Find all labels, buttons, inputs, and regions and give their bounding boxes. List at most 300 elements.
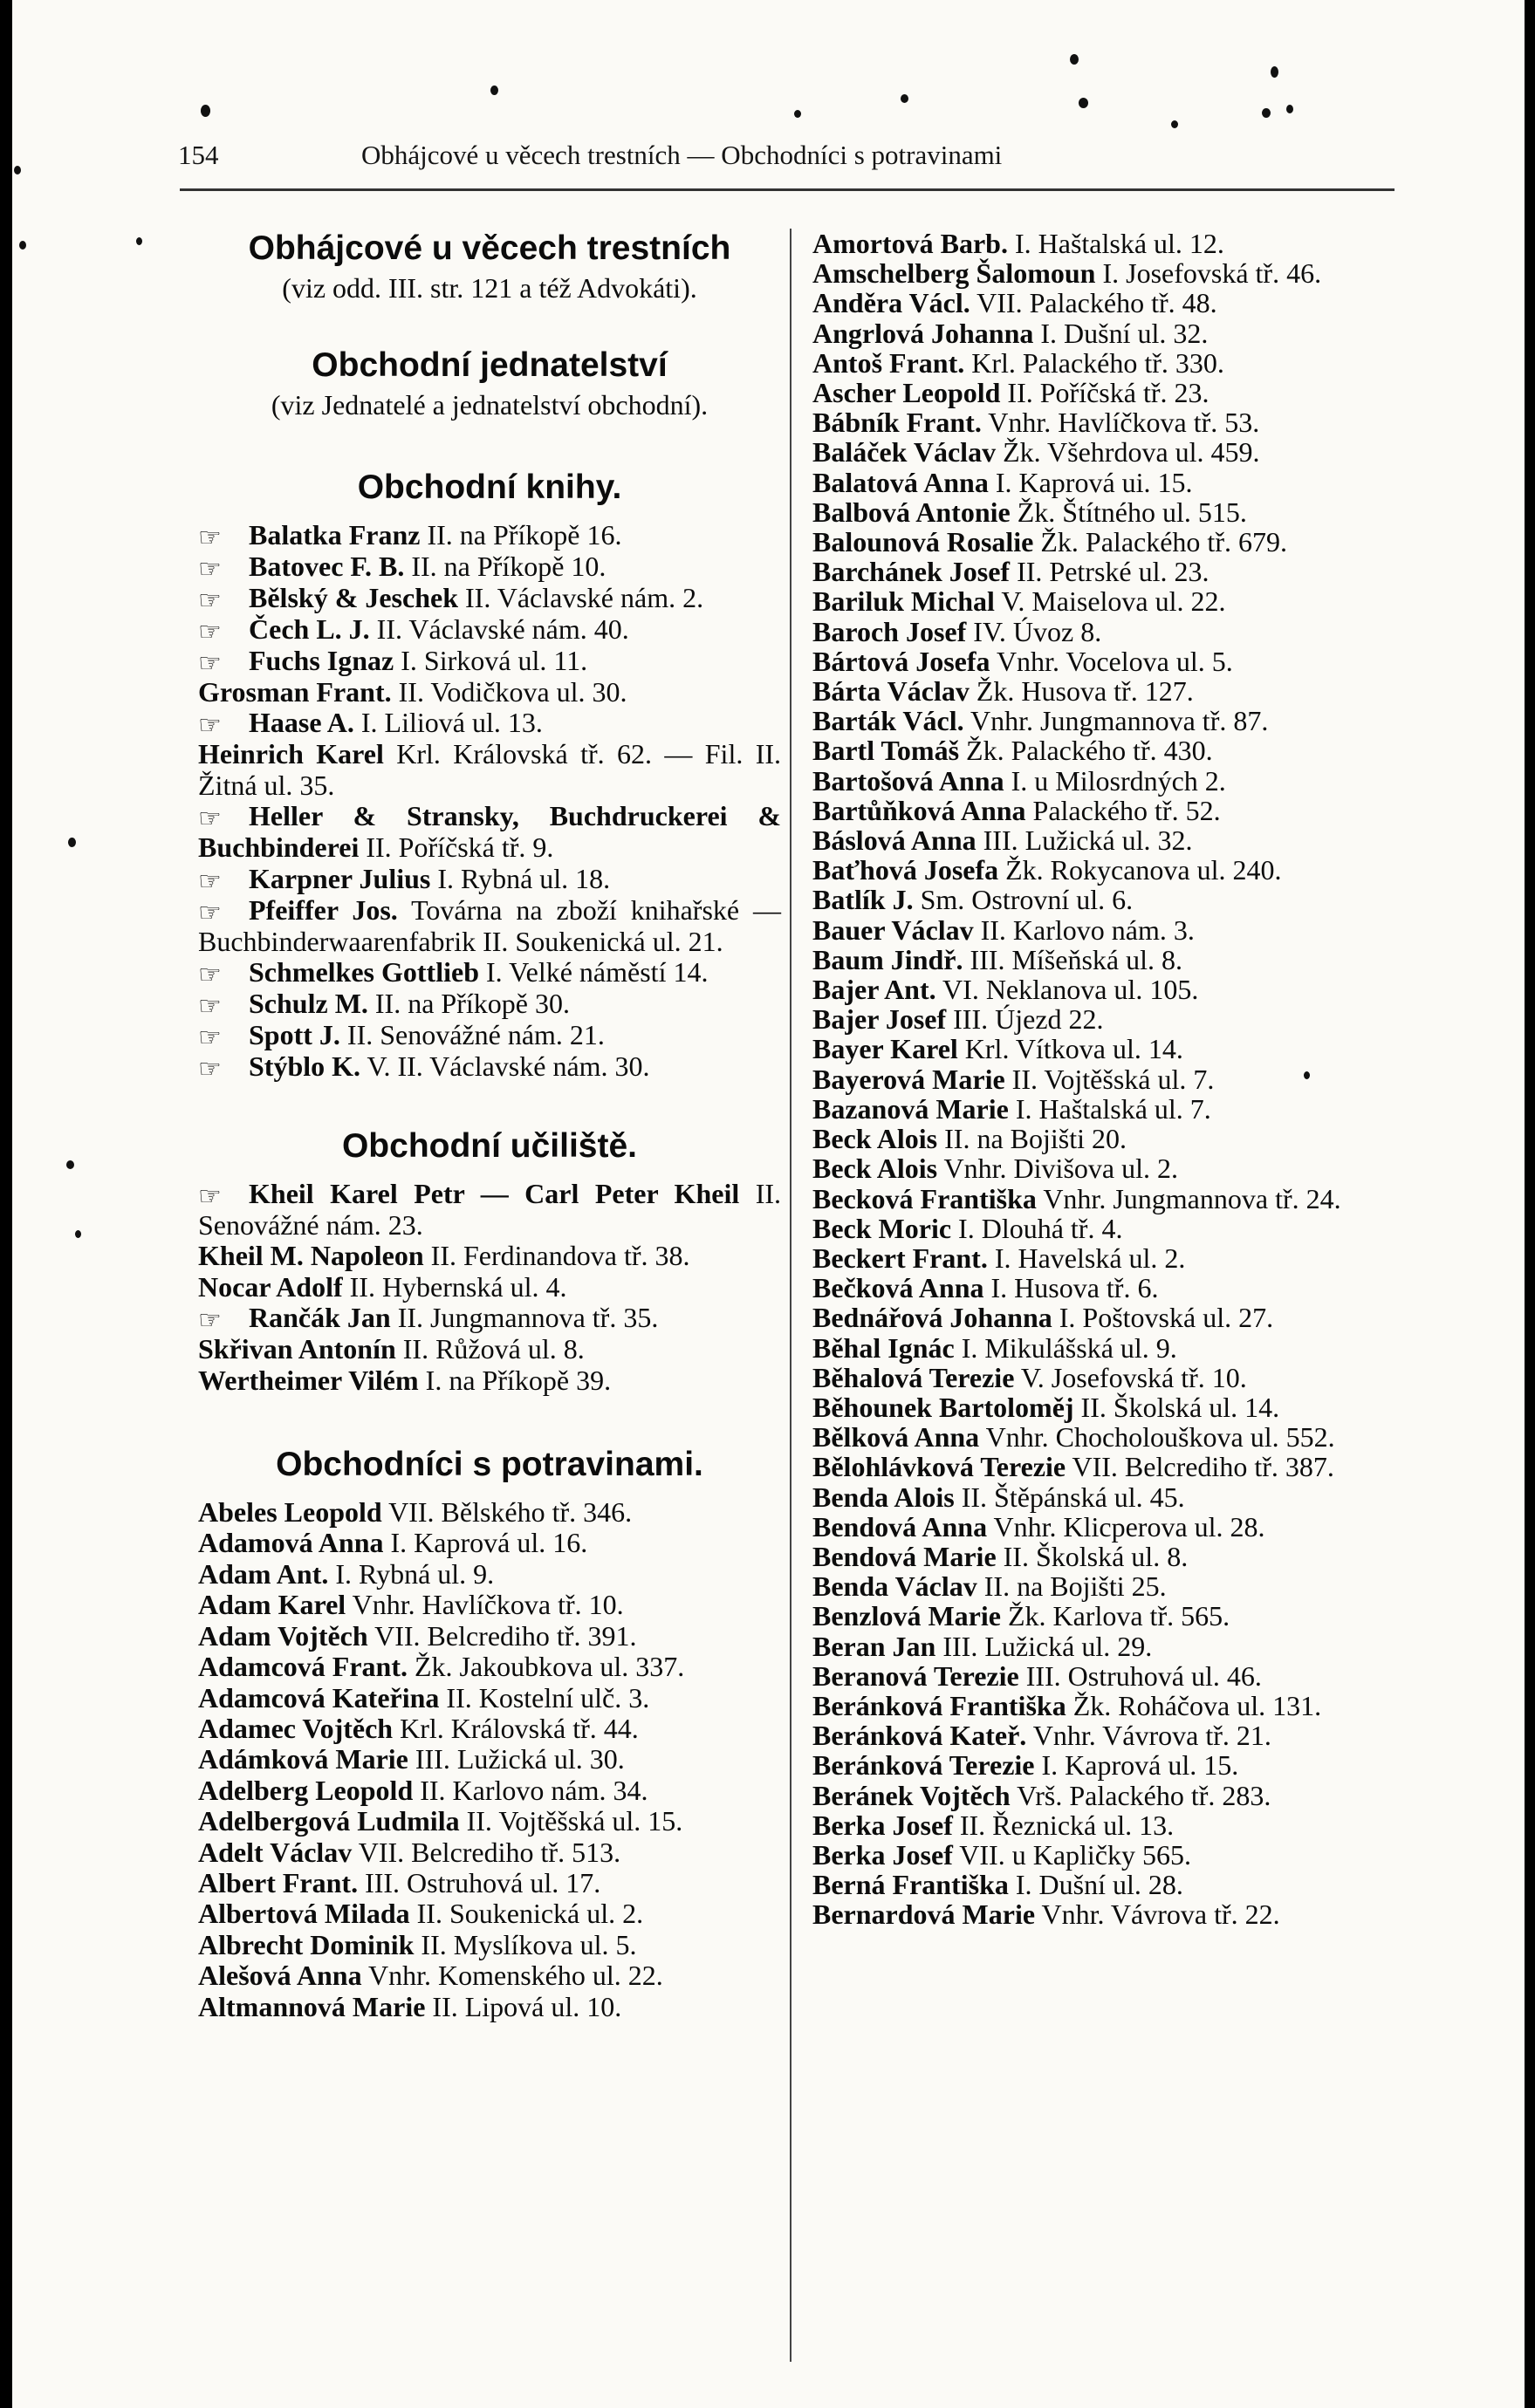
- entry-address: II. Hybernská ul. 4.: [342, 1270, 567, 1303]
- directory-entry: [198, 1744, 781, 1775]
- directory-entry: [812, 527, 1404, 557]
- entry-address: I. Rybná ul. 18.: [430, 862, 611, 894]
- entry-name: Bernardová Marie: [812, 1898, 1036, 1931]
- entry-address: I. Josefovská tř. 46.: [1095, 257, 1322, 290]
- entry-name: Balatová Anna: [812, 466, 989, 498]
- entry-name: Bártová Josefa: [812, 645, 990, 677]
- entry-name: Bartl Tomáš: [812, 735, 960, 767]
- pointing-hand-icon: ☞: [198, 961, 222, 990]
- entry-address: VII. u Kapličky 565.: [952, 1838, 1191, 1871]
- entry-name: Wertheimer Vilém: [198, 1364, 419, 1396]
- entry-name: Haase A.: [249, 707, 354, 739]
- entry-address: I. Sirková ul. 11.: [394, 645, 588, 676]
- entry-address: II. Jungmannova tř. 35.: [390, 1302, 659, 1334]
- entry-address: Žk. Všehrdova ul. 459.: [996, 436, 1260, 469]
- entry-name: Adamcová Kateřina: [198, 1681, 440, 1714]
- entry-name: Pfeiffer Jos.: [249, 893, 398, 926]
- section-note: (viz odd. III. str. 121 a též Advokáti).: [282, 272, 697, 304]
- directory-entry: [198, 1837, 781, 1868]
- entry-address: II. Růžová ul. 8.: [395, 1333, 585, 1365]
- entry-address: Palackého tř. 52.: [1025, 794, 1221, 826]
- directory-entry: [198, 1590, 781, 1620]
- directory-entry: [812, 915, 1404, 945]
- directory-entry: [198, 989, 781, 1020]
- directory-entry: [812, 497, 1404, 527]
- directory-entry: [812, 1840, 1404, 1870]
- pointing-hand-icon: ☞: [198, 555, 222, 584]
- entry-name: Stýblo K.: [249, 1050, 361, 1083]
- entry-name: Čech L. J.: [249, 613, 370, 645]
- left-column: [198, 229, 781, 2022]
- entry-address: II. Ferdinandova tř. 38.: [423, 1240, 690, 1272]
- entry-name: Balatka Franz: [249, 519, 421, 551]
- directory-entry: [198, 1497, 781, 1528]
- directory-entry: [198, 1365, 781, 1396]
- entry-name: Beckert Frant.: [812, 1242, 988, 1274]
- entry-address: II. Myslíkova ul. 5.: [414, 1928, 637, 1960]
- entry-address: I. Velké náměstí 14.: [478, 956, 709, 989]
- header-rule: [180, 188, 1395, 191]
- entry-name: Altmannová Marie: [198, 1990, 426, 2022]
- entry-address: II. Školská ul. 14.: [1073, 1391, 1280, 1423]
- entry-name: Adelberg Leopold: [198, 1774, 414, 1806]
- entry-address: II. Soukenická ul. 2.: [409, 1898, 644, 1930]
- pointing-hand-icon: ☞: [198, 586, 222, 615]
- entry-address: II. Řeznická ul. 13.: [952, 1809, 1175, 1841]
- entry-name: Berka Josef: [812, 1838, 953, 1871]
- entry-address: I. Mikulášská ul. 9.: [954, 1331, 1177, 1364]
- directory-entry: [812, 348, 1404, 378]
- directory-entry: [812, 1452, 1404, 1481]
- entry-address: Vnhr. Vocelova ul. 5.: [990, 645, 1233, 677]
- directory-entry: [198, 1334, 781, 1365]
- entry-address: Žk. Roháčova ul. 131.: [1066, 1689, 1322, 1721]
- entry-address: I. Husova tř. 6.: [983, 1272, 1159, 1304]
- entry-name: Bayer Karel: [812, 1033, 958, 1065]
- entry-address: II. na Bojišti 20.: [937, 1123, 1127, 1155]
- entry-address: Krl. Palackého tř. 330.: [964, 346, 1224, 379]
- pointing-hand-icon: ☞: [198, 866, 222, 896]
- entry-name: Beran Jan: [812, 1630, 936, 1662]
- directory-entry: [812, 288, 1404, 318]
- entry-address: VII. Bělského tř. 346.: [381, 1496, 633, 1529]
- entry-address: Vnhr. Vávrova tř. 21.: [1026, 1720, 1271, 1752]
- entry-address: Krl. Vítkova ul. 14.: [957, 1033, 1183, 1065]
- directory-entry: [198, 957, 781, 989]
- entry-address: VI. Neklanova ul. 105.: [935, 974, 1199, 1006]
- entry-address: I. Rybná ul. 9.: [328, 1557, 495, 1590]
- entry-address: II. Václavské nám. 2.: [458, 582, 704, 613]
- pointing-hand-icon: ☞: [198, 1306, 222, 1336]
- pointing-hand-icon: ☞: [198, 618, 222, 646]
- directory-entry: [812, 557, 1404, 586]
- entry-address: Vnhr. Havlíčkova tř. 10.: [346, 1589, 624, 1621]
- directory-entry: [812, 1064, 1404, 1094]
- entry-address: I. Liliová ul. 13.: [353, 707, 543, 739]
- entry-name: Adámková Marie: [198, 1743, 408, 1775]
- entry-name: Amortová Barb.: [812, 228, 1008, 259]
- pointing-hand-icon: ☞: [198, 1023, 222, 1053]
- entry-name: Adamová Anna: [198, 1527, 384, 1559]
- entry-address: Krl. Královská tř. 44.: [393, 1712, 639, 1744]
- entry-address: Vrš. Palackého tř. 283.: [1010, 1779, 1271, 1811]
- right-column: [812, 229, 1404, 1930]
- entry-name: Beránková Františka: [812, 1689, 1066, 1721]
- pointing-hand-icon: ☞: [198, 649, 222, 678]
- entry-name: Schulz M.: [249, 988, 368, 1020]
- section-title: Obhájcové u věcech trestních: [248, 229, 731, 267]
- entry-name: Běhounek Bartoloměj: [812, 1391, 1074, 1423]
- entry-address: I. na Příkopě 39.: [418, 1364, 612, 1396]
- entry-name: Adelt Václav: [198, 1836, 353, 1868]
- directory-entry: [198, 708, 781, 739]
- pointing-hand-icon: ☞: [198, 898, 222, 927]
- entry-name: Bednářová Johanna: [812, 1302, 1052, 1334]
- entry-name: Albertová Milada: [198, 1898, 410, 1930]
- entry-address: II. Kostelní ulč. 3.: [439, 1681, 650, 1714]
- entry-address: III. Míšeňská ul. 8.: [963, 943, 1182, 975]
- entry-name: Bajer Ant.: [812, 974, 936, 1006]
- entry-name: Kheil M. Napoleon: [198, 1240, 424, 1272]
- entry-address: III. Lužická ul. 30.: [408, 1743, 625, 1775]
- entry-name: Benzlová Marie: [812, 1600, 1001, 1632]
- directory-entry: [812, 945, 1404, 975]
- directory-entry: [812, 437, 1404, 467]
- entry-address: II. na Příkopě 10.: [404, 551, 606, 582]
- entry-name: Angrlová Johanna: [812, 317, 1034, 349]
- directory-entry: [812, 885, 1404, 914]
- section-note: (viz Jednatelé a jednatelství obchodní).: [271, 389, 709, 421]
- directory-entry: [198, 1868, 781, 1898]
- entry-name: Beck Moric: [812, 1212, 952, 1244]
- pointing-hand-icon: ☞: [198, 523, 222, 552]
- entry-name: Baláček Václav: [812, 436, 997, 469]
- directory-entry: [812, 318, 1404, 348]
- directory-entry: [812, 1004, 1404, 1034]
- entry-name: Beck Alois: [812, 1153, 938, 1185]
- entry-name: Albert Frant.: [198, 1866, 359, 1898]
- entry-name: Anděra Václ.: [812, 287, 970, 319]
- entry-name: Beranová Terezie: [812, 1659, 1019, 1692]
- entry-name: Heller & Stransky, Buchdruckerei & Buchbinderei: [198, 800, 781, 864]
- entry-name: Bárta Václav: [812, 675, 970, 708]
- entry-address: II. na Příkopě 30.: [367, 988, 570, 1020]
- entry-name: Adam Karel: [198, 1589, 346, 1621]
- entry-name: Bartošová Anna: [812, 764, 1004, 797]
- directory-entry: [198, 1179, 781, 1241]
- entry-address: I. Haštalská ul. 12.: [1007, 228, 1224, 259]
- column-divider: [790, 229, 791, 2362]
- entry-name: Batlík J.: [812, 884, 914, 916]
- entry-address: Žk. Palackého tř. 679.: [1033, 526, 1287, 558]
- directory-entry: [198, 1652, 781, 1682]
- entry-name: Adelbergová Ludmila: [198, 1805, 460, 1837]
- directory-entry: [198, 1992, 781, 2022]
- directory-entry: [812, 1363, 1404, 1392]
- directory-entry: [198, 1621, 781, 1652]
- directory-entry: [812, 1273, 1404, 1303]
- section-gap: [198, 422, 781, 468]
- directory-entry: [812, 1482, 1404, 1512]
- entry-name: Beránková Kateř.: [812, 1720, 1027, 1752]
- pointing-hand-icon: ☞: [198, 711, 222, 741]
- entry-address: Vnhr. Klicperova ul. 28.: [987, 1510, 1265, 1543]
- directory-entry: [812, 1243, 1404, 1273]
- directory-entry: [812, 735, 1404, 765]
- directory-entry: [198, 1930, 781, 1960]
- directory-entry: [198, 614, 781, 646]
- directory-entry: [812, 1571, 1404, 1601]
- entry-address: III. Lužická ul. 29.: [935, 1630, 1153, 1662]
- entry-address: Vnhr. Havlíčkova tř. 53.: [981, 407, 1260, 439]
- entry-name: Beck Alois: [812, 1123, 938, 1155]
- entry-address: Továrna na zboží knihařské — Buchbinderwaarenfabrik II. Soukenická ul. 21.: [198, 893, 782, 957]
- directory-entry: [198, 1303, 781, 1334]
- section-title: Obchodní učiliště.: [341, 1127, 638, 1166]
- entry-address: I. Havelská ul. 2.: [987, 1242, 1186, 1274]
- entry-address: VII. Palackého tř. 48.: [970, 287, 1217, 319]
- entry-address: I. Dlouhá tř. 4.: [951, 1212, 1123, 1244]
- directory-entry: [812, 1870, 1404, 1899]
- entry-address: I. Kaprová ui. 15.: [988, 466, 1193, 498]
- entry-address: Vnhr. Divišova ul. 2.: [937, 1153, 1178, 1185]
- directory-page: [12, 0, 1525, 2408]
- directory-entry: [198, 1683, 781, 1714]
- directory-entry: [812, 825, 1404, 855]
- pointing-hand-icon: ☞: [198, 1055, 222, 1084]
- section-title: Obchodníci s potravinami.: [276, 1446, 703, 1484]
- entry-name: Amschelberg Šalomoun: [812, 257, 1096, 290]
- directory-entry: [812, 1781, 1404, 1810]
- entry-name: Bělohlávková Terezie: [812, 1451, 1066, 1483]
- title-spacer: [198, 1166, 781, 1179]
- directory-entry: [812, 1214, 1404, 1243]
- entry-name: Bečková Anna: [812, 1272, 984, 1304]
- entry-name: Kheil Karel Petr — Carl Peter Kheil: [249, 1178, 740, 1210]
- entry-address: II. Václavské nám. 40.: [369, 613, 629, 645]
- directory-entry: [198, 801, 781, 863]
- entry-name: Beránková Terezie: [812, 1749, 1035, 1782]
- directory-entry: [198, 1020, 781, 1051]
- directory-entry: [812, 766, 1404, 796]
- directory-entry: [198, 1806, 781, 1837]
- directory-entry: [198, 646, 781, 677]
- entry-name: Becková Františka: [812, 1182, 1037, 1214]
- entry-name: Adam Vojtěch: [198, 1619, 368, 1652]
- directory-entry: [812, 1810, 1404, 1840]
- entry-address: II. na Bojišti 25.: [977, 1570, 1167, 1603]
- entry-address: II. Štěpánská ul. 45.: [954, 1481, 1185, 1513]
- directory-entry: [812, 676, 1404, 706]
- directory-entry: [198, 1714, 781, 1744]
- entry-address: I. Poštovská ul. 27.: [1052, 1302, 1274, 1334]
- directory-entry: [198, 1775, 781, 1806]
- entry-address: II. Senovážné nám. 23.: [198, 1178, 782, 1242]
- entry-name: Bábník Frant.: [812, 407, 982, 439]
- directory-entry: [812, 1632, 1404, 1661]
- entry-name: Skřivan Antonín: [198, 1333, 396, 1365]
- entry-name: Antoš Frant.: [812, 346, 965, 379]
- title-spacer: [198, 508, 781, 520]
- directory-entry: [812, 1333, 1404, 1363]
- directory-entry: [812, 407, 1404, 437]
- entry-address: III. Ostruhová ul. 17.: [358, 1866, 601, 1898]
- entry-address: VII. Belcrediho tř. 387.: [1066, 1451, 1334, 1483]
- entry-name: Bazanová Marie: [812, 1092, 1009, 1125]
- section-gap: [198, 1396, 781, 1445]
- entry-name: Benda Alois: [812, 1481, 955, 1513]
- entry-name: Bauer Václav: [812, 913, 974, 946]
- entry-address: II. Vojtěšská ul. 15.: [459, 1805, 683, 1837]
- entry-address: Vnhr. Chocholouškova ul. 552.: [979, 1421, 1335, 1454]
- entry-address: Krl. Královská tř. 62. — Fil. II. Žitná ul. 35.: [198, 738, 782, 801]
- entry-name: Grosman Frant.: [198, 676, 392, 708]
- directory-entry: [198, 1898, 781, 1929]
- entry-name: Fuchs Ignaz: [249, 645, 394, 676]
- entry-name: Balbová Antonie: [812, 496, 1011, 528]
- section-gap: [198, 1083, 781, 1126]
- directory-entry: [812, 855, 1404, 885]
- entry-address: Vnhr. Jungmannova tř. 24.: [1036, 1182, 1341, 1214]
- entry-address: Sm. Ostrovní ul. 6.: [913, 884, 1134, 916]
- directory-entry: [812, 1720, 1404, 1750]
- entry-address: Vnhr. Vávrova tř. 22.: [1035, 1898, 1280, 1931]
- page-number: 154: [178, 140, 219, 170]
- entry-address: I. u Milosrdných 2.: [1004, 764, 1226, 797]
- entry-name: Baroch Josef: [812, 615, 967, 647]
- section-title: Obchodní jednatelství: [312, 346, 668, 384]
- entry-address: I. Dušní ul. 28.: [1008, 1869, 1183, 1901]
- directory-entry: [812, 1153, 1404, 1183]
- directory-entry: [812, 1512, 1404, 1542]
- directory-entry: [198, 583, 781, 614]
- entry-name: Nocar Adolf: [198, 1270, 343, 1303]
- entry-name: Běhal Ignác: [812, 1331, 955, 1364]
- directory-entry: [812, 1422, 1404, 1452]
- entry-address: I. Kaprová ul. 16.: [383, 1527, 588, 1559]
- entry-address: Žk. Husova tř. 127.: [969, 675, 1194, 708]
- entry-address: III. Lužická ul. 32.: [976, 824, 1193, 857]
- entry-address: Žk. Rokycanova ul. 240.: [998, 854, 1282, 886]
- entry-name: Barták Václ.: [812, 705, 964, 737]
- pointing-hand-icon: ☞: [198, 804, 222, 834]
- directory-entry: [198, 1960, 781, 1991]
- entry-name: Adamcová Frant.: [198, 1651, 408, 1683]
- directory-entry: [812, 646, 1404, 676]
- directory-entry: [812, 229, 1404, 258]
- directory-entry: [812, 617, 1404, 646]
- entry-address: III. Újezd 22.: [946, 1003, 1104, 1036]
- section-title: Obchodní knihy.: [357, 469, 622, 506]
- entry-name: Alešová Anna: [198, 1960, 362, 1992]
- entry-name: Benda Václav: [812, 1570, 977, 1603]
- entry-name: Bartůňková Anna: [812, 794, 1026, 826]
- entry-address: II. Karlovo nám. 34.: [413, 1774, 648, 1806]
- directory-entry: [812, 586, 1404, 616]
- directory-entry: [198, 1559, 781, 1590]
- entry-name: Albrecht Dominik: [198, 1928, 415, 1960]
- directory-entry: [198, 520, 781, 551]
- entry-name: Bajer Josef: [812, 1003, 947, 1036]
- entry-address: I. Kaprová ul. 15.: [1034, 1749, 1239, 1782]
- entry-address: II. Petrské ul. 23.: [1010, 556, 1209, 588]
- entry-address: II. Školská ul. 8.: [996, 1540, 1189, 1572]
- entry-address: II. Senovážné nám. 21.: [339, 1019, 605, 1051]
- directory-entry: [812, 706, 1404, 735]
- entry-address: II. na Příkopě 16.: [420, 519, 622, 551]
- running-title: Obhájcové u věcech trestních — Obchodníci s potravinami: [361, 140, 1003, 170]
- directory-entry: [812, 1392, 1404, 1422]
- entry-name: Schmelkes Gottlieb: [249, 956, 479, 989]
- entry-name: Berka Josef: [812, 1809, 953, 1841]
- entry-name: Berná Františka: [812, 1869, 1009, 1901]
- directory-entry: [812, 378, 1404, 407]
- directory-entry: [812, 1601, 1404, 1631]
- directory-entry: [812, 796, 1404, 825]
- entry-address: Žk. Palackého tř. 430.: [959, 735, 1213, 767]
- entry-address: Vnhr. Komenského ul. 22.: [361, 1960, 663, 1992]
- directory-entry: [812, 258, 1404, 288]
- entry-name: Adam Ant.: [198, 1557, 329, 1590]
- pointing-hand-icon: ☞: [198, 1182, 222, 1212]
- directory-entry: [198, 739, 781, 801]
- directory-entry: [198, 864, 781, 895]
- directory-entry: [198, 1272, 781, 1303]
- entry-name: Bayerová Marie: [812, 1063, 1005, 1095]
- entry-name: Bendová Marie: [812, 1540, 997, 1572]
- directory-entry: [812, 1661, 1404, 1691]
- entry-name: Báslová Anna: [812, 824, 977, 857]
- directory-entry: [812, 1303, 1404, 1332]
- entry-address: II. Poříčská tř. 9.: [359, 831, 554, 864]
- entry-address: I. Dušní ul. 32.: [1033, 317, 1209, 349]
- entry-address: I. Haštalská ul. 7.: [1008, 1092, 1211, 1125]
- entry-address: II. Poříčská tř. 23.: [1000, 377, 1209, 409]
- entry-name: Ascher Leopold: [812, 377, 1001, 409]
- directory-entry: [812, 975, 1404, 1004]
- entry-address: III. Ostruhová ul. 46.: [1018, 1659, 1262, 1692]
- directory-entry: [812, 1184, 1404, 1214]
- entry-address: VII. Belcrediho tř. 513.: [352, 1836, 621, 1868]
- directory-entry: [812, 1899, 1404, 1929]
- entry-address: Vnhr. Jungmannova tř. 87.: [963, 705, 1269, 737]
- entry-address: VII. Belcrediho tř. 391.: [367, 1619, 637, 1652]
- directory-entry: [198, 1241, 781, 1271]
- entry-address: V. Josefovská tř. 10.: [1014, 1361, 1247, 1393]
- entry-address: II. Vojtěšská ul. 7.: [1004, 1063, 1215, 1095]
- directory-entry: [812, 1691, 1404, 1720]
- entry-address: V. II. Václavské nám. 30.: [360, 1050, 650, 1083]
- directory-entry: [198, 895, 781, 957]
- entry-name: Bendová Anna: [812, 1510, 988, 1543]
- directory-entry: [198, 1528, 781, 1558]
- directory-entry: [198, 677, 781, 708]
- entry-address: II. Lipová ul. 10.: [425, 1990, 622, 2022]
- entry-address: Žk. Karlova tř. 565.: [1000, 1600, 1230, 1632]
- directory-entry: [812, 468, 1404, 497]
- directory-entry: [198, 1051, 781, 1083]
- directory-entry: [812, 1094, 1404, 1124]
- entry-address: IV. Úvoz 8.: [966, 615, 1102, 647]
- entry-name: Balounová Rosalie: [812, 526, 1034, 558]
- entry-name: Karpner Julius: [249, 862, 431, 894]
- directory-entry: [812, 1542, 1404, 1571]
- entry-name: Batovec F. B.: [249, 551, 405, 582]
- entry-name: Spott J.: [249, 1019, 340, 1051]
- entry-name: Bělský & Jeschek: [249, 582, 458, 613]
- entry-address: Žk. Štítného ul. 515.: [1010, 496, 1247, 528]
- title-spacer: [198, 1485, 781, 1497]
